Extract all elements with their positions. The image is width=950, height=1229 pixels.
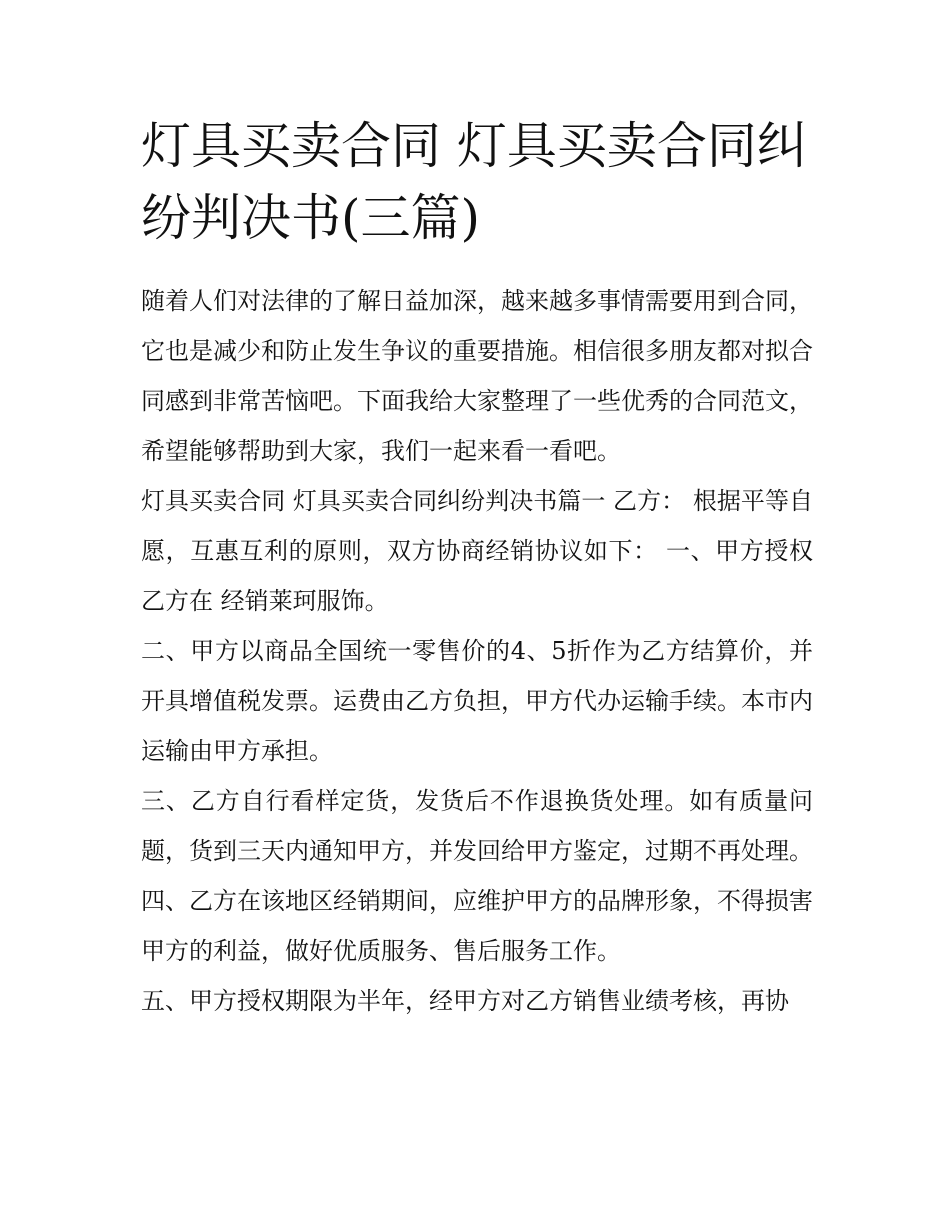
clause-2-paragraph: 二、甲方以商品全国统一零售价的4、5折作为乙方结算价，并开具增值税发票。运费由乙方负担，甲方代办运输手续。本市内运输由甲方承担。 bbox=[141, 637, 813, 765]
intro-paragraph: 随着人们对法律的了解日益加深，越来越多事情需要用到合同，它也是减少和防止发生争议的重要措施。相信很多朋友都对拟合同感到非常苦恼吧。下面我给大家整理了一些优秀的合同范文，希望能够帮助到大家，我们一起来看一看吧。 bbox=[141, 287, 813, 465]
contract-preamble-paragraph: 灯具买卖合同 灯具买卖合同纠纷判决书篇一 乙方： 根据平等自愿，互惠互利的原则，双方协商经销协议如下： 一、甲方授权乙方在 经销莱珂服饰。 bbox=[141, 487, 813, 615]
clause-5-paragraph: 五、甲方授权期限为半年，经甲方对乙方销售业绩考核，再协 bbox=[141, 987, 789, 1015]
clause-4-paragraph: 四、乙方在该地区经销期间，应维护甲方的品牌形象，不得损害甲方的利益，做好优质服务、售后服务工作。 bbox=[141, 887, 813, 965]
clause-3-paragraph: 三、乙方自行看样定货，发货后不作退换货处理。如有质量问题，货到三天内通知甲方，并发回给甲方鉴定，过期不再处理。 bbox=[141, 787, 813, 865]
document-body bbox=[141, 110, 813, 1026]
document-title: 灯具买卖合同 灯具买卖合同纠纷判决书(三篇) bbox=[141, 117, 807, 247]
